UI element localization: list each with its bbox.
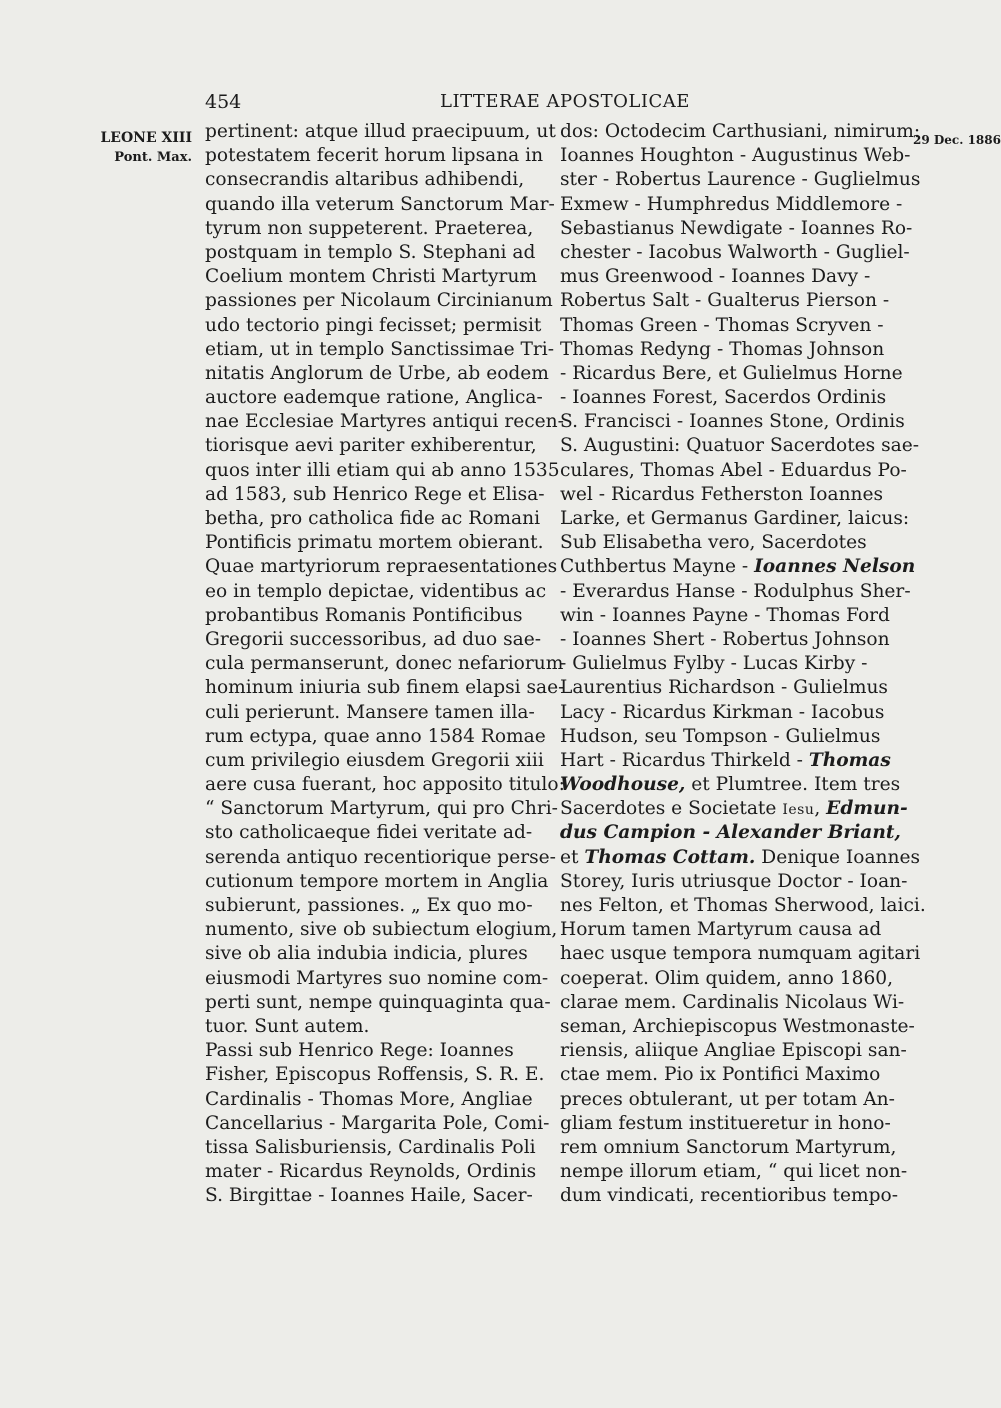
text-line: culares, Thomas Abel - Eduardus Po- (560, 459, 907, 481)
text-line: sive ob alia indubia indicia, plures (205, 943, 528, 965)
text-line: mater - Ricardus Reynolds, Ordinis (205, 1161, 537, 1183)
text-line: Pontificis primatu mortem obierant. (205, 532, 544, 554)
text-line: preces obtulerant, ut per totam An- (560, 1088, 895, 1110)
text-line (560, 821, 900, 845)
text-line: - Gulielmus Fylby - Lucas Kirby - (560, 653, 868, 675)
martyr-name-emphasis: Woodhouse, (560, 774, 686, 796)
text-line (560, 846, 921, 870)
text-line: Sebastianus Newdigate - Ioannes Ro- (560, 217, 913, 239)
text-line: cula permanserunt, donec nefariorum (205, 653, 564, 675)
text-line: quos inter illi etiam qui ab anno 1535 (205, 459, 560, 481)
text-line: Gregorii successoribus, ad duo sae- (205, 628, 542, 650)
pope-title: Pont. Max. (114, 150, 192, 165)
text-line: passiones per Nicolaum Circinianum (205, 290, 553, 312)
text-line: pertinent: atque illud praecipuum, ut (205, 121, 556, 142)
pope-name: LEONE XIII (100, 130, 192, 146)
right-text-column (560, 120, 926, 1208)
text-line: S. Birgittae - Ioannes Haile, Sacer- (205, 1185, 533, 1207)
text-line: gliam festum institueretur in hono- (560, 1112, 891, 1134)
text-line: culi perierunt. Mansere tamen illa- (205, 701, 535, 723)
text-line: coeperat. Olim quidem, anno 1860, (560, 967, 894, 989)
text-line: - Ricardus Bere, et Gulielmus Horne (560, 362, 903, 384)
martyr-name-emphasis: Ioannes Nelson (754, 556, 916, 578)
text-line: consecrandis altaribus adhibendi, (205, 169, 525, 191)
text-line (560, 797, 908, 821)
text-line: dum vindicati, recentioribus tempo- (560, 1185, 898, 1207)
text-line: Larke, et Germanus Gardiner, laicus: (560, 508, 910, 529)
text-line: numento, sive ob subiectum elogium, (205, 919, 558, 941)
martyr-name-emphasis: Thomas Cottam. (584, 846, 756, 868)
text-line: quando illa veterum Sanctorum Mar- (205, 193, 555, 215)
date-margin-note: 29 Dec. 1886 (913, 133, 1001, 147)
martyr-name-emphasis: Edmun- (826, 798, 908, 820)
text-line: sto catholicaeque fidei veritate ad- (205, 822, 533, 844)
text-line: clarae mem. Cardinalis Nicolaus Wi- (560, 991, 905, 1013)
text-line: nes Felton, et Thomas Sherwood, laici. (560, 895, 926, 916)
text-line: Horum tamen Martyrum causa ad (560, 919, 882, 941)
text-line: tyrum non suppeterent. Praeterea, (205, 217, 534, 239)
text-line: S. Augustini: Quatuor Sacerdotes sae- (560, 435, 920, 457)
martyr-name-emphasis: Thomas (808, 749, 891, 771)
text-line: win - Ioannes Payne - Thomas Ford (560, 604, 890, 626)
text-run: et (560, 846, 585, 868)
text-line: tiorisque aevi pariter exhiberentur, (205, 435, 537, 457)
text-line: ad 1583, sub Henrico Rege et Elisa- (205, 483, 545, 505)
text-run: Denique Ioannes (755, 846, 921, 868)
text-line: Coelium montem Christi Martyrum (205, 266, 538, 288)
text-line: udo tectorio pingi fecisset; permisit (205, 314, 542, 336)
text-line: Thomas Green - Thomas Scryven - (560, 314, 884, 336)
text-line: nae Ecclesiae Martyres antiqui recen- (205, 411, 564, 433)
left-margin-note (92, 128, 192, 168)
text-line: - Everardus Hanse - Rodulphus Sher- (560, 580, 911, 602)
text-line: nitatis Anglorum de Urbe, ab eodem (205, 362, 549, 384)
text-line: Quae martyriorum repraesentationes (205, 556, 558, 578)
text-line: eo in templo depictae, videntibus ac (205, 580, 547, 602)
text-line: ster - Robertus Laurence - Guglielmus (560, 169, 921, 191)
text-line: wel - Ricardus Fetherston Ioannes (560, 483, 884, 505)
text-line (560, 749, 900, 773)
text-line: Exmew - Humphredus Middlemore - (560, 193, 903, 215)
text-line: serenda antiquo recentiorique perse- (205, 846, 556, 868)
small-caps-text: Iesu (782, 802, 815, 819)
text-line: etiam, ut in templo Sanctissimae Tri- (205, 338, 555, 360)
text-line: eiusmodi Martyres suo nomine com- (205, 967, 549, 989)
text-line: “ Sanctorum Martyrum, qui pro Chri- (205, 798, 558, 820)
text-line: probantibus Romanis Pontificibus (205, 604, 523, 626)
text-line: betha, pro catholica fide ac Romani (205, 508, 541, 529)
text-line: hominum iniuria sub finem elapsi sae- (205, 677, 565, 699)
text-line: S. Francisci - Ioannes Stone, Ordinis (560, 411, 905, 433)
text-line: haec usque tempora numquam agitari (560, 943, 921, 965)
text-line: Storey, Iuris utriusque Doctor - Ioan- (560, 870, 908, 892)
text-line: cum privilegio eiusdem Gregorii xiii (205, 749, 544, 771)
text-line: potestatem fecerit horum lipsana in (205, 145, 544, 167)
text-line: Hudson, seu Tompson - Gulielmus (560, 725, 881, 747)
text-line: Ioannes Houghton - Augustinus Web- (560, 145, 911, 167)
text-run: Hart - Ricardus Thirkeld - (560, 749, 809, 771)
text-line: dos: Octodecim Carthusiani, nimirum: (560, 121, 921, 142)
text-line: Passi sub Henrico Rege: Ioannes (205, 1040, 514, 1062)
text-line: ctae mem. Pio ix Pontifici Maximo (560, 1064, 881, 1086)
text-line: Fisher, Episcopus Roffensis, S. R. E. (205, 1064, 545, 1086)
text-line: aere cusa fuerant, hoc apposito titulo: (205, 774, 565, 796)
text-run: , (814, 798, 827, 820)
text-line: Sub Elisabetha vero, Sacerdotes (560, 532, 867, 554)
text-line: seman, Archiepiscopus Westmonaste- (560, 1015, 915, 1037)
text-line: postquam in templo S. Stephani ad (205, 241, 536, 263)
text-line: tuor. Sunt autem. (205, 1015, 370, 1037)
text-line: cutionum tempore mortem in Anglia (205, 870, 549, 892)
text-line (560, 555, 916, 579)
running-title: LITTERAE APOSTOLICAE (440, 91, 690, 112)
text-line: mus Greenwood - Ioannes Davy - (560, 266, 871, 288)
text-line: Cancellarius - Margarita Pole, Comi- (205, 1112, 550, 1134)
text-line: Robertus Salt - Gualterus Pierson - (560, 290, 890, 312)
page-number: 454 (205, 91, 242, 113)
text-line: Lacy - Ricardus Kirkman - Iacobus (560, 701, 885, 723)
text-run: Sacerdotes e Societate (560, 798, 783, 820)
martyr-name-emphasis: dus Campion - Alexander Briant, (560, 822, 901, 844)
text-line: - Ioannes Forest, Sacerdos Ordinis (560, 387, 887, 409)
text-line: tissa Salisburiensis, Cardinalis Poli (205, 1136, 536, 1158)
text-line: - Ioannes Shert - Robertus Johnson (560, 628, 890, 650)
text-line: Cardinalis - Thomas More, Angliae (205, 1088, 533, 1110)
text-line (560, 773, 900, 797)
text-run: Cuthbertus Mayne - (560, 556, 755, 578)
text-line: rum ectypa, quae anno 1584 Romae (205, 725, 546, 747)
left-text-column (205, 120, 565, 1208)
text-line: perti sunt, nempe quinquaginta qua- (205, 991, 551, 1013)
text-line: Thomas Redyng - Thomas Johnson (560, 338, 885, 360)
text-line: rem omnium Sanctorum Martyrum, (560, 1136, 897, 1158)
text-run: et Plumtree. Item tres (685, 774, 901, 796)
text-line: riensis, aliique Angliae Episcopi san- (560, 1040, 907, 1062)
text-line: nempe illorum etiam, “ qui licet non- (560, 1161, 908, 1183)
text-line: Laurentius Richardson - Gulielmus (560, 677, 888, 699)
text-line: auctore eademque ratione, Anglica- (205, 387, 543, 409)
text-line: subierunt, passiones. „ Ex quo mo- (205, 895, 533, 916)
text-line: chester - Iacobus Walworth - Gugliel- (560, 241, 910, 263)
